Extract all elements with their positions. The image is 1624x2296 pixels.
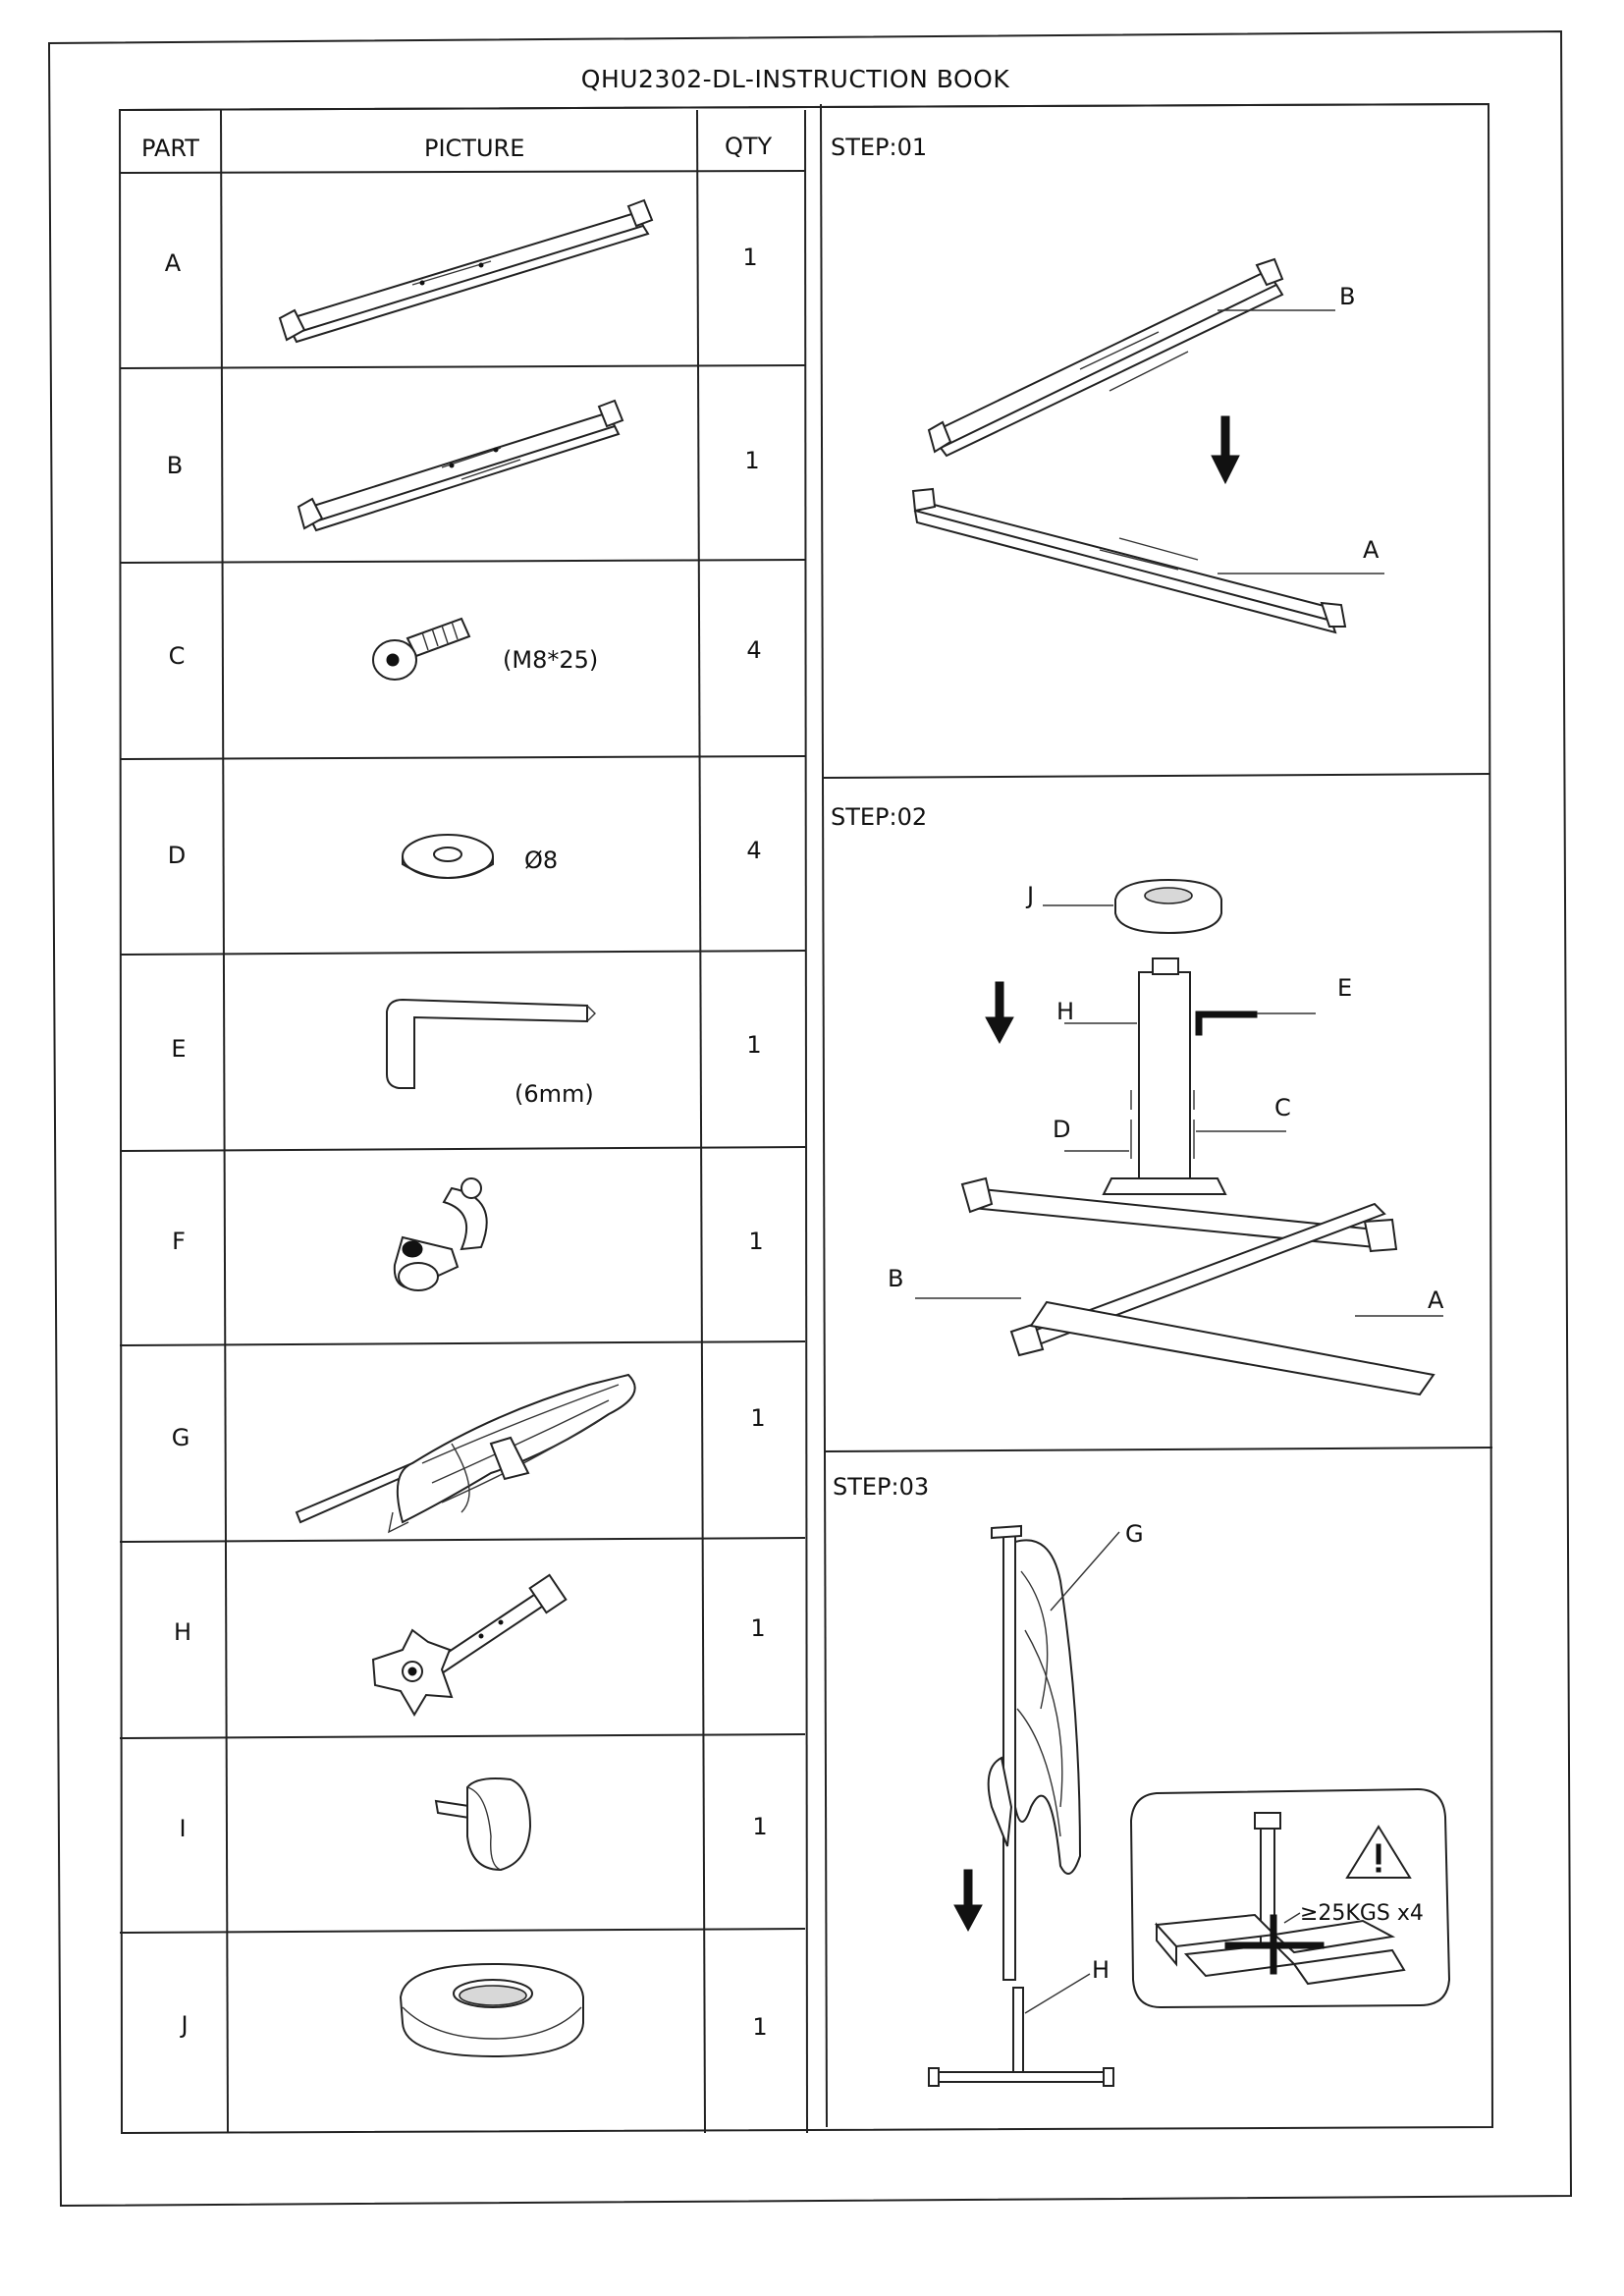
part-d-washer-drawing — [397, 827, 505, 886]
part-c-bolt-drawing — [363, 609, 481, 687]
qty-c: 4 — [746, 636, 762, 664]
part-label-i: I — [179, 1815, 187, 1842]
qty-i: 1 — [752, 1813, 768, 1840]
step-02-callout-b: B — [888, 1265, 904, 1292]
note-c-bolt-size: (M8*25) — [503, 646, 599, 674]
qty-e: 1 — [746, 1031, 762, 1059]
step-01-callout-b: B — [1339, 283, 1356, 310]
part-a-base-rail-drawing — [275, 192, 668, 350]
down-arrow-icon — [1212, 416, 1241, 485]
step-02-callout-a: A — [1428, 1286, 1444, 1314]
part-h-pole-base-drawing — [353, 1571, 589, 1719]
header-qty: QTY — [725, 133, 773, 160]
step-03-weight-warning: ≥25KGS x4 — [1300, 1901, 1424, 1926]
part-j-base-weight-drawing — [395, 1958, 591, 2066]
part-label-c: C — [168, 642, 186, 670]
step-03-weight-inset-drawing — [1127, 1787, 1451, 2013]
step-02-callout-h: H — [1056, 998, 1075, 1025]
step-01-rails-drawing — [825, 216, 1512, 629]
qty-h: 1 — [750, 1614, 766, 1642]
qty-f: 1 — [748, 1228, 764, 1255]
qty-g: 1 — [750, 1404, 766, 1432]
part-label-e: E — [171, 1035, 187, 1063]
step-02-callout-c: C — [1274, 1094, 1291, 1121]
qty-b: 1 — [744, 447, 760, 474]
down-arrow-icon — [954, 1870, 984, 1939]
part-label-g: G — [171, 1424, 190, 1451]
step-02-label: STEP:02 — [831, 803, 928, 831]
note-e-key-size: (6mm) — [514, 1080, 594, 1108]
part-label-h: H — [173, 1618, 192, 1646]
part-label-f: F — [172, 1228, 186, 1255]
note-d-washer-size: Ø8 — [524, 847, 559, 874]
part-label-b: B — [166, 452, 184, 479]
warning-triangle-icon — [1345, 1823, 1414, 1882]
qty-a: 1 — [742, 244, 758, 271]
step-02-base-assembly-drawing — [825, 864, 1512, 1414]
part-e-allen-key-drawing — [373, 992, 609, 1100]
part-f-crank-handle-drawing — [383, 1169, 530, 1316]
part-label-j: J — [181, 2011, 189, 2039]
step-02-callout-d: D — [1053, 1116, 1071, 1143]
part-label-a: A — [164, 249, 182, 277]
step-01-label: STEP:01 — [831, 134, 928, 161]
step-03-callout-h: H — [1092, 1956, 1110, 1984]
document-title: QHU2302-DL-INSTRUCTION BOOK — [580, 65, 1010, 93]
step-03-label: STEP:03 — [833, 1473, 930, 1501]
part-b-base-rail-drawing — [295, 393, 648, 530]
step-02-callout-j: J — [1027, 882, 1035, 909]
step-03-callout-g: G — [1125, 1520, 1144, 1548]
header-picture: PICTURE — [424, 135, 525, 162]
qty-j: 1 — [752, 2013, 768, 2041]
qty-d: 4 — [746, 837, 762, 864]
header-part: PART — [141, 135, 199, 162]
part-i-knob-drawing — [432, 1768, 579, 1905]
step-01-callout-a: A — [1363, 536, 1380, 564]
down-arrow-icon — [986, 982, 1015, 1051]
part-g-umbrella-drawing — [295, 1365, 668, 1552]
part-label-d: D — [167, 842, 187, 869]
step-02-callout-e: E — [1337, 974, 1353, 1002]
